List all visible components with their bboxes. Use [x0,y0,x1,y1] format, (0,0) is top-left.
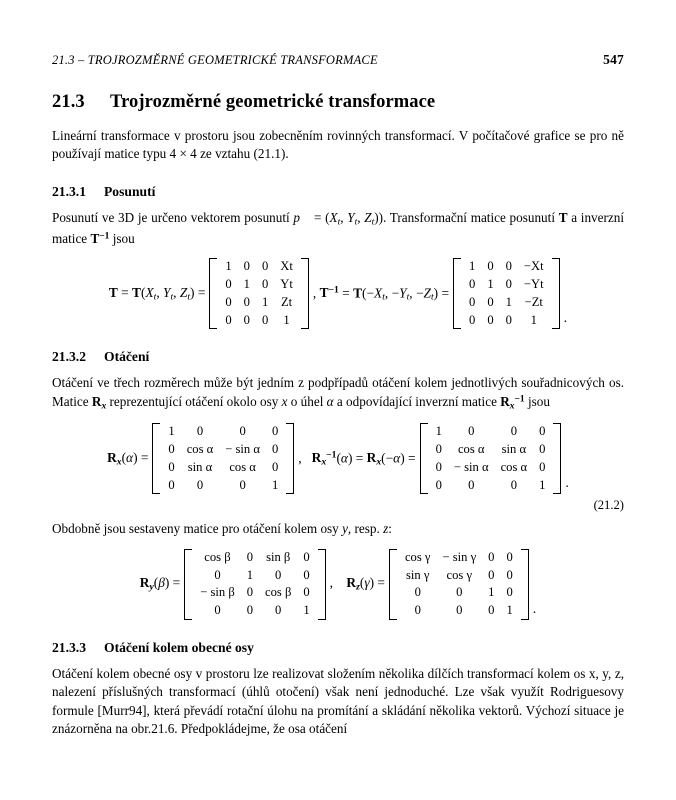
cell: − sin α [225,442,260,457]
cell: 0 [487,259,494,274]
cell: cos α [500,459,528,474]
cell: 0 [243,259,250,274]
bracket-left [184,549,192,620]
cell: 0 [261,312,269,327]
cell: −Yt [523,277,544,292]
cell: cos β [265,585,292,600]
page-number: 547 [603,52,624,67]
text-fragment: a inverzní matice [52,209,624,246]
cell: 0 [275,567,282,582]
cell: 0 [487,312,494,327]
cell: 0 [225,312,232,327]
cell: 0 [456,585,463,600]
cell: 0 [469,294,476,309]
matrix-Rz [389,549,529,620]
bracket-left [209,258,217,329]
cell: 1 [487,277,494,292]
cell: 0 [168,442,175,457]
cell: 0 [487,294,494,309]
running-head-title: 21.3 – TROJROZMĚRNÉ GEOMETRICKÉ TRANSFORMACE [52,53,378,67]
cell: 1 [271,477,279,492]
cell: sin α [501,442,527,457]
cell: 0 [261,277,269,292]
cell: 1 [243,277,250,292]
cell: cos α [186,442,214,457]
bracket-left [152,423,160,494]
cell: 1 [435,424,442,439]
equation-lead-Rx-inverse: , $R_x^{-1}(\alpha) = R_x(-\alpha)$ = [298,449,416,468]
equation-rotation-x [52,423,624,514]
cell: Xt [280,259,293,274]
cell: 0 [435,459,442,474]
cell: 0 [303,549,310,564]
cell: cos β [204,549,231,564]
cell: Zt [280,294,293,309]
matrix-T [209,258,308,329]
cell: 1 [539,477,546,492]
cell: 0 [469,277,476,292]
bracket-left [420,423,428,494]
cell: − sin γ [442,549,477,564]
running-head [52,52,624,68]
cell: 0 [468,424,475,439]
cell: 0 [435,442,442,457]
cell: 0 [225,294,232,309]
matrix-T-inverse-inline: $T^{-1}$ [90,230,110,246]
cell: Yt [280,277,293,292]
cell: 0 [239,477,246,492]
equation-period: . [563,311,568,327]
paragraph-obecna-osa: Otáčení kolem obecné osy v prostoru lze realizovat složením několika dílčích transformací kolem os x, y, z, nalezení příslušných transformací (úhlů otočení) však není jednoduché. Lze však využít Rodriguesovy formule [Murr94], která převádí rotační úlohu na promítání a skládání několika vektorů. Výchozí situace je znázorněna na obr.21.6. Předpokládejme, že osa otáčení [52,665,624,737]
translation-components: $X_t$, $Y_t$, $Z_t$ [329,209,375,228]
cell: 0 [271,459,279,474]
cell: 0 [435,477,442,492]
bracket-right [552,258,560,329]
cell: 0 [469,312,476,327]
matrix-Rx-inverse [420,423,562,494]
equation-rotation-yz [52,549,624,620]
equation-lead-Rz: , $R_z(\gamma)$ = [329,575,385,593]
cell: 0 [505,312,512,327]
cell: −Xt [523,259,544,274]
equation-tag: (21.2) [593,498,624,513]
equation-lead-T-inverse: , $T^{-1} = T(-X_t$, $-Y_t$, $-Z_t$) = [312,284,450,303]
subsection-heading-posunuti [52,184,624,200]
subsection-number-3: 21.3.3 [52,639,86,655]
matrix-Ry-cells [194,549,315,620]
cell: 0 [506,585,513,600]
cell: 1 [168,424,175,439]
equation-lead-Ry: $R_y(\beta)$ = [139,575,181,593]
matrix-T-inverse [453,258,560,329]
cell: 0 [488,567,495,582]
text-fragment: Posunutí ve 3D je určeno vektorem posunutí [52,209,294,225]
subsection-number-2: 21.3.2 [52,349,86,365]
section-heading [52,92,624,113]
subsection-number-1: 21.3.1 [52,183,86,199]
cell: 0 [196,477,204,492]
cell: 1 [469,259,476,274]
cell: cos γ [446,567,473,582]
equation-period: . [532,601,537,617]
subsection-title-2: Otáčení [104,349,150,365]
text-fragment: ). Transformační matice posunutí [378,209,559,225]
cell: 0 [303,585,310,600]
cell: 1 [303,603,310,618]
cell: 0 [225,277,232,292]
matrix-T-cells [219,258,298,329]
text-fragment: jsou [109,230,135,246]
cell: 0 [505,277,512,292]
cell: cos α [229,459,256,474]
section-title-text: Trojrozměrné geometrické transformace [110,92,436,112]
page-content [52,52,624,752]
cell: 1 [283,312,290,327]
cell: 0 [488,603,495,618]
subsection-title-1: Posunutí [104,183,156,199]
cell: 1 [505,294,512,309]
bracket-left [389,549,397,620]
cell: 0 [506,567,513,582]
paragraph-posunuti: Posunutí ve 3D je určeno vektorem posunutí p⃗ = ($X_t$, $Y_t$, $Z_t$)). Transformační matice posunutí T a inverzní matice $T^{-1}$ jsou [52,209,624,246]
cell: 1 [506,603,513,618]
cell: 0 [243,312,250,327]
section-number: 21.3 [52,92,85,112]
cell: 0 [506,549,513,564]
cell: 1 [488,585,495,600]
cell: 0 [510,477,517,492]
cell: 0 [271,424,279,439]
cell: 0 [414,585,421,600]
cell: 0 [539,424,546,439]
cell: −Zt [524,294,543,309]
cell: 0 [539,459,546,474]
subsection-heading-obecna-osa [52,640,624,656]
cell: 0 [468,477,475,492]
cell: 0 [539,442,546,457]
equation-translation [52,258,624,329]
cell: 0 [510,424,517,439]
cell: 0 [261,259,269,274]
cell: 0 [243,294,250,309]
matrix-Rx [152,423,294,494]
bracket-right [286,423,294,494]
matrix-Rx-inverse-cells [430,423,552,494]
cell: 1 [530,312,537,327]
matrix-Rz-cells [399,549,519,620]
cell: 0 [505,259,512,274]
cell: 0 [196,424,204,439]
cell: 1 [261,294,269,309]
matrix-Rx-cells [162,423,284,494]
cell: 0 [214,603,221,618]
equation-period: . [565,476,569,492]
bracket-right [553,423,561,494]
matrix-Rx-inline: $R_x$ [91,393,107,411]
cell: 0 [246,549,254,564]
cell: 0 [488,549,495,564]
section-intro-paragraph: Lineární transformace v prostoru jsou zobecněním rovinných transformací. V počítačové grafice se pro ně používají matice typu 4 × 4 ze vztahu (21.1). [52,128,624,162]
cell: 0 [168,477,175,492]
matrix-Rx-inverse-inline: $R_x^{-1}$ [500,393,525,411]
cell: cos α [457,442,485,457]
cell: cos γ [404,549,431,564]
paragraph-other-axes: Obdobně jsou sestaveny matice pro otáčení kolem osy y, resp. z: [52,521,392,537]
cell: 0 [214,567,221,582]
cell: 0 [456,603,463,618]
bracket-right [521,549,529,620]
equation-lead-Rx: $R_x(\alpha)$ = [107,449,149,468]
paragraph-otaceni: Otáčení ve třech rozměrech může být jedním z podpřípadů otáčení kolem jednotlivých souřadnicových os. Matice $R_x$ reprezentující otáčení okolo osy x o úhel α a odpovídající inverzní matice $R_x^{-1}$ jsou [52,375,624,411]
cell: 0 [275,603,282,618]
matrix-Ry [184,549,325,620]
cell: 0 [168,459,175,474]
subsection-heading-otaceni [52,349,624,365]
cell: 0 [303,567,310,582]
cell: 1 [246,567,254,582]
cell: 0 [246,603,254,618]
cell: 0 [246,585,254,600]
cell: − sin α [453,459,489,474]
cell: sin β [266,549,291,564]
matrix-T-inline: T [558,209,568,225]
vector-p: p⃗ [293,209,311,225]
cell: 0 [239,424,246,439]
bracket-right [301,258,309,329]
equation-lead-T: $T = T(X_t$, $Y_t$, $Z_t$) = [108,284,206,303]
cell: − sin β [200,585,235,600]
cell: 0 [271,442,279,457]
cell: sin γ [406,567,430,582]
subsection-title-3: Otáčení kolem obecné osy [104,639,254,655]
cell: 0 [414,603,421,618]
cell: 1 [225,259,232,274]
bracket-right [318,549,326,620]
matrix-T-inverse-cells [463,258,550,329]
bracket-left [453,258,461,329]
text-fragment: = ( [310,209,330,225]
cell: sin α [187,459,213,474]
